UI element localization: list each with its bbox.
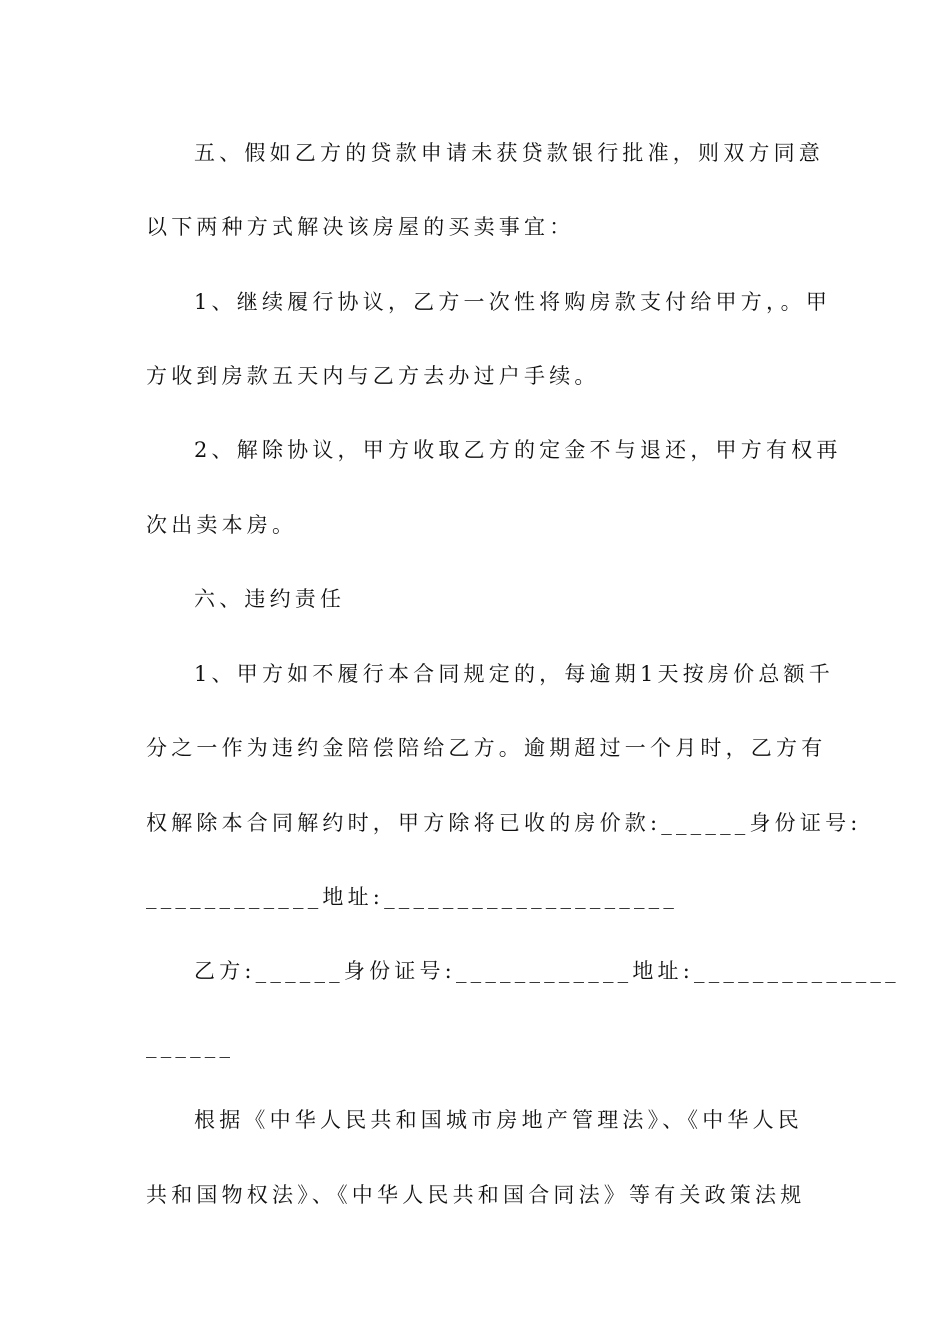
paragraph-5-line-2: 以下两种方式解决该房屋的买卖事宜： [146, 215, 575, 239]
party-b-info-line: 乙方:______身份证号:____________地址:______________ [194, 959, 900, 983]
breach-item-1-line-3: 权解除本合同解约时，甲方除将已收的房价款:______身份证号: [146, 811, 862, 835]
legal-basis-line-1: 根据《中华人民共和国城市房地产管理法》、《中华人民 [194, 1108, 803, 1132]
breach-item-1-line-2: 分之一作为违约金陪偿陪给乙方。逾期超过一个月时，乙方有 [146, 736, 827, 760]
legal-basis-line-2: 共和国物权法》、《中华人民共和国合同法》等有关政策法规 [146, 1183, 806, 1207]
item-1-line-1: 1、继续履行协议，乙方一次性将购房款支付给甲方，。甲 [194, 290, 832, 314]
item-2-line-2: 次出卖本房。 [146, 513, 298, 537]
party-a-address-line: ____________地址:____________________ [146, 885, 679, 909]
breach-item-1-line-1: 1、甲方如不履行本合同规定的，每逾期1天按房价总额千 [194, 662, 834, 686]
party-b-info-continuation: ______ [146, 1034, 235, 1058]
item-2-line-1: 2、解除协议，甲方收取乙方的定金不与退还，甲方有权再 [194, 438, 842, 462]
item-1-line-2: 方收到房款五天内与乙方去办过户手续。 [146, 364, 600, 388]
paragraph-5-line-1: 五、假如乙方的贷款申请未获贷款银行批准，则双方同意 [194, 141, 824, 165]
section-6-heading: 六、违约责任 [194, 587, 346, 611]
